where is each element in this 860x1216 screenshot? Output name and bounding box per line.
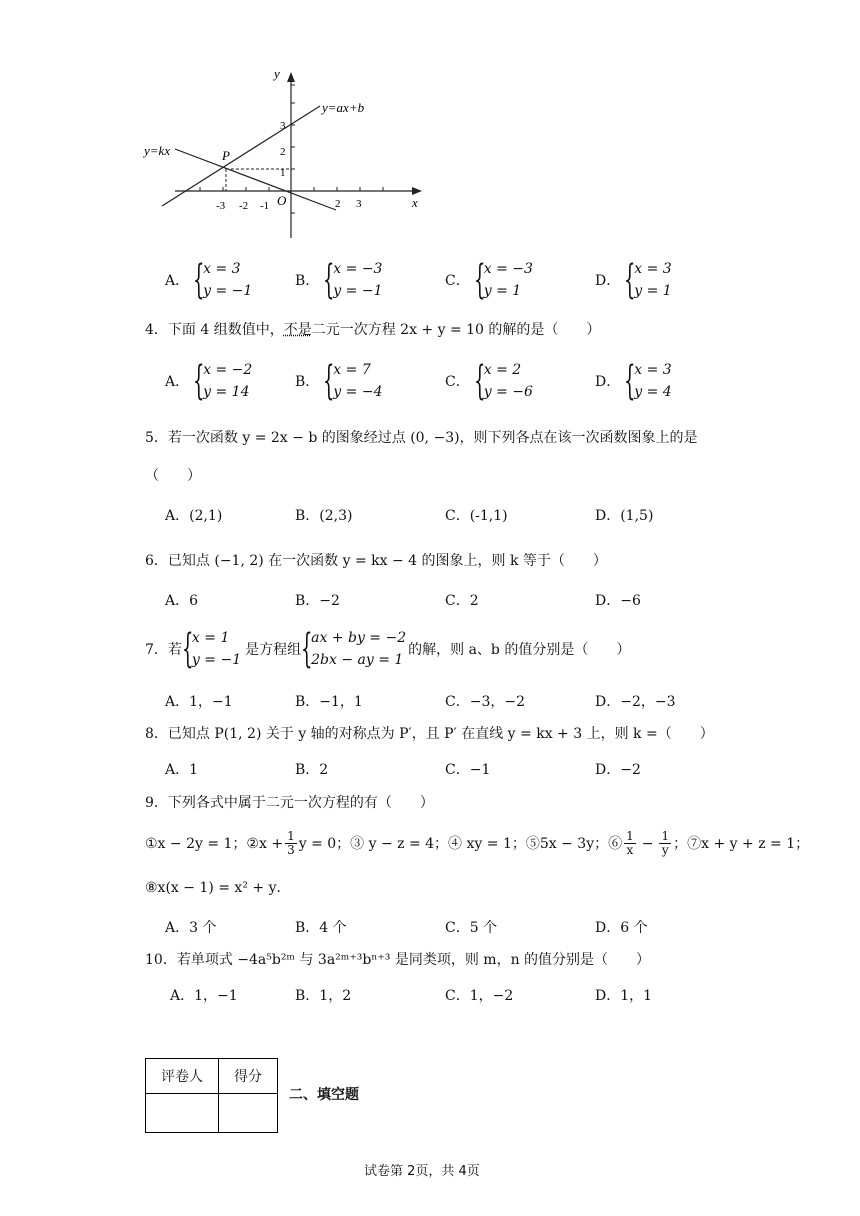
q6-option-d[interactable]: D．−6 [595,593,641,609]
q3-option-d[interactable]: D． { x = 3 y = 1 [595,257,672,303]
q5-option-c[interactable]: C．(-1,1) [445,508,508,524]
q10-option-a[interactable]: A．1，−1 [170,988,238,1004]
q7-option-d[interactable]: D．−2，−3 [595,694,676,710]
score-table [145,1058,278,1133]
x-axis-label: x [412,195,418,210]
q4-option-c[interactable]: C． { x = 2 y = −6 [445,358,533,404]
line2-label: y=kx [144,143,171,158]
q6-option-b[interactable]: B．−2 [295,593,340,609]
reviewer-cell[interactable] [146,1094,219,1133]
q7-option-a[interactable]: A．1，−1 [165,694,233,710]
q9-stem: 9．下列各式中属于二元一次方程的有（ ） [145,795,434,811]
q7-option-b[interactable]: B．−1，1 [295,694,363,710]
q4-stem: 4．下面 4 组数值中，不是二元一次方程 2x + y = 10 的解的是（ ） [145,322,601,338]
q7-option-c[interactable]: C．−3，−2 [445,694,525,710]
y-axis-arrow [287,72,295,82]
y-axis-label: y [274,66,280,81]
q4-option-b[interactable]: B． { x = 7 y = −4 [295,358,383,404]
origin-label: O [277,193,287,208]
reviewer-header: 评卷人 [146,1059,219,1094]
line1-label: y=ax+b [322,100,365,115]
q8-option-c[interactable]: C．−1 [445,762,491,778]
x-tick-label: -2 [239,200,249,212]
q4-option-d[interactable]: D． { x = 3 y = 4 [595,358,672,404]
q5-option-a[interactable]: A．(2,1) [165,508,223,524]
x-tick-label: 2 [335,198,341,210]
q8-option-a[interactable]: A．1 [165,762,199,778]
q9-line2: ⑧x(x − 1) = x² + y． [145,880,291,896]
q10-option-c[interactable]: C．1，−2 [445,988,514,1004]
score-cell[interactable] [219,1094,278,1133]
q9-line1: ①x − 2y = 1；②x + $\frac{1}{3}$ y = 0；③ y − z = 4；④ xy = 1；⑤5x − 3y；⑥ $\frac{1}{x}$ − $\frac{1}{y}$ ；⑦x + y + z = 1； [145,829,810,857]
q5-option-b[interactable]: B．(2,3) [295,508,353,524]
q3-option-b[interactable]: B． { x = −3 y = −1 [295,257,383,303]
y-tick-label: 2 [280,146,286,158]
q5-option-d[interactable]: D．(1,5) [595,508,654,524]
point-label: P [222,148,230,163]
q5-stem: 5．若一次函数 y = 2x − b 的图象经过点 (0, −3)，则下列各点在该一次函数图象上的是 [145,430,698,446]
q6-option-c[interactable]: C．2 [445,593,479,609]
x-tick-label: -1 [260,200,270,212]
y-tick-label: 1 [280,167,286,179]
x-tick-label: -3 [216,200,226,212]
q8-option-d[interactable]: D．−2 [595,762,641,778]
score-header: 得分 [219,1059,278,1094]
q4-option-a[interactable]: A． { x = −2 y = 14 [165,358,253,404]
q8-stem: 8．已知点 P(1, 2) 关于 y 轴的对称点为 P′，且 P′ 在直线 y = kx + 3 上，则 k =（ ） [145,726,714,742]
q9-option-c[interactable]: C．5 个 [445,920,498,936]
q3-option-a[interactable]: A． { x = 3 y = −1 [165,257,253,303]
line-kx [175,149,336,210]
q9-option-b[interactable]: B．4 个 [295,920,347,936]
x-tick-label: 3 [356,198,362,210]
page-footer: 试卷第 2页，共 4页 [364,1164,480,1179]
q7-stem: 7．若 { x = 1 y = −1 是方程组 { ax + by = −2 2bx − ay = 1 的解，则 a、b 的值分别是（ ） [145,626,631,672]
q8-option-b[interactable]: B．2 [295,762,329,778]
q3-option-c[interactable]: C． { x = −3 y = 1 [445,257,533,303]
x-axis-arrow [412,187,422,195]
q9-option-d[interactable]: D．6 个 [595,920,648,936]
q10-option-b[interactable]: B．1，2 [295,988,352,1004]
q5-paren: （ ） [145,468,201,484]
q4-emphasis: 不是 [283,322,312,338]
function-graph [140,60,440,250]
q6-stem: 6．已知点 (−1, 2) 在一次函数 y = kx − 4 的图象上，则 k 等于（ ） [145,553,607,569]
q9-option-a[interactable]: A．3 个 [165,920,217,936]
section-title: 二、填空题 [289,1087,359,1103]
q10-option-d[interactable]: D．1，1 [595,988,653,1004]
q10-stem: 10．若单项式 −4a⁵b²ᵐ 与 3a²ᵐ⁺³bⁿ⁺³ 是同类项，则 m，n 的值分别是（ ） [145,952,651,968]
y-tick-label: 3 [280,120,286,132]
q6-option-a[interactable]: A．6 [165,593,199,609]
